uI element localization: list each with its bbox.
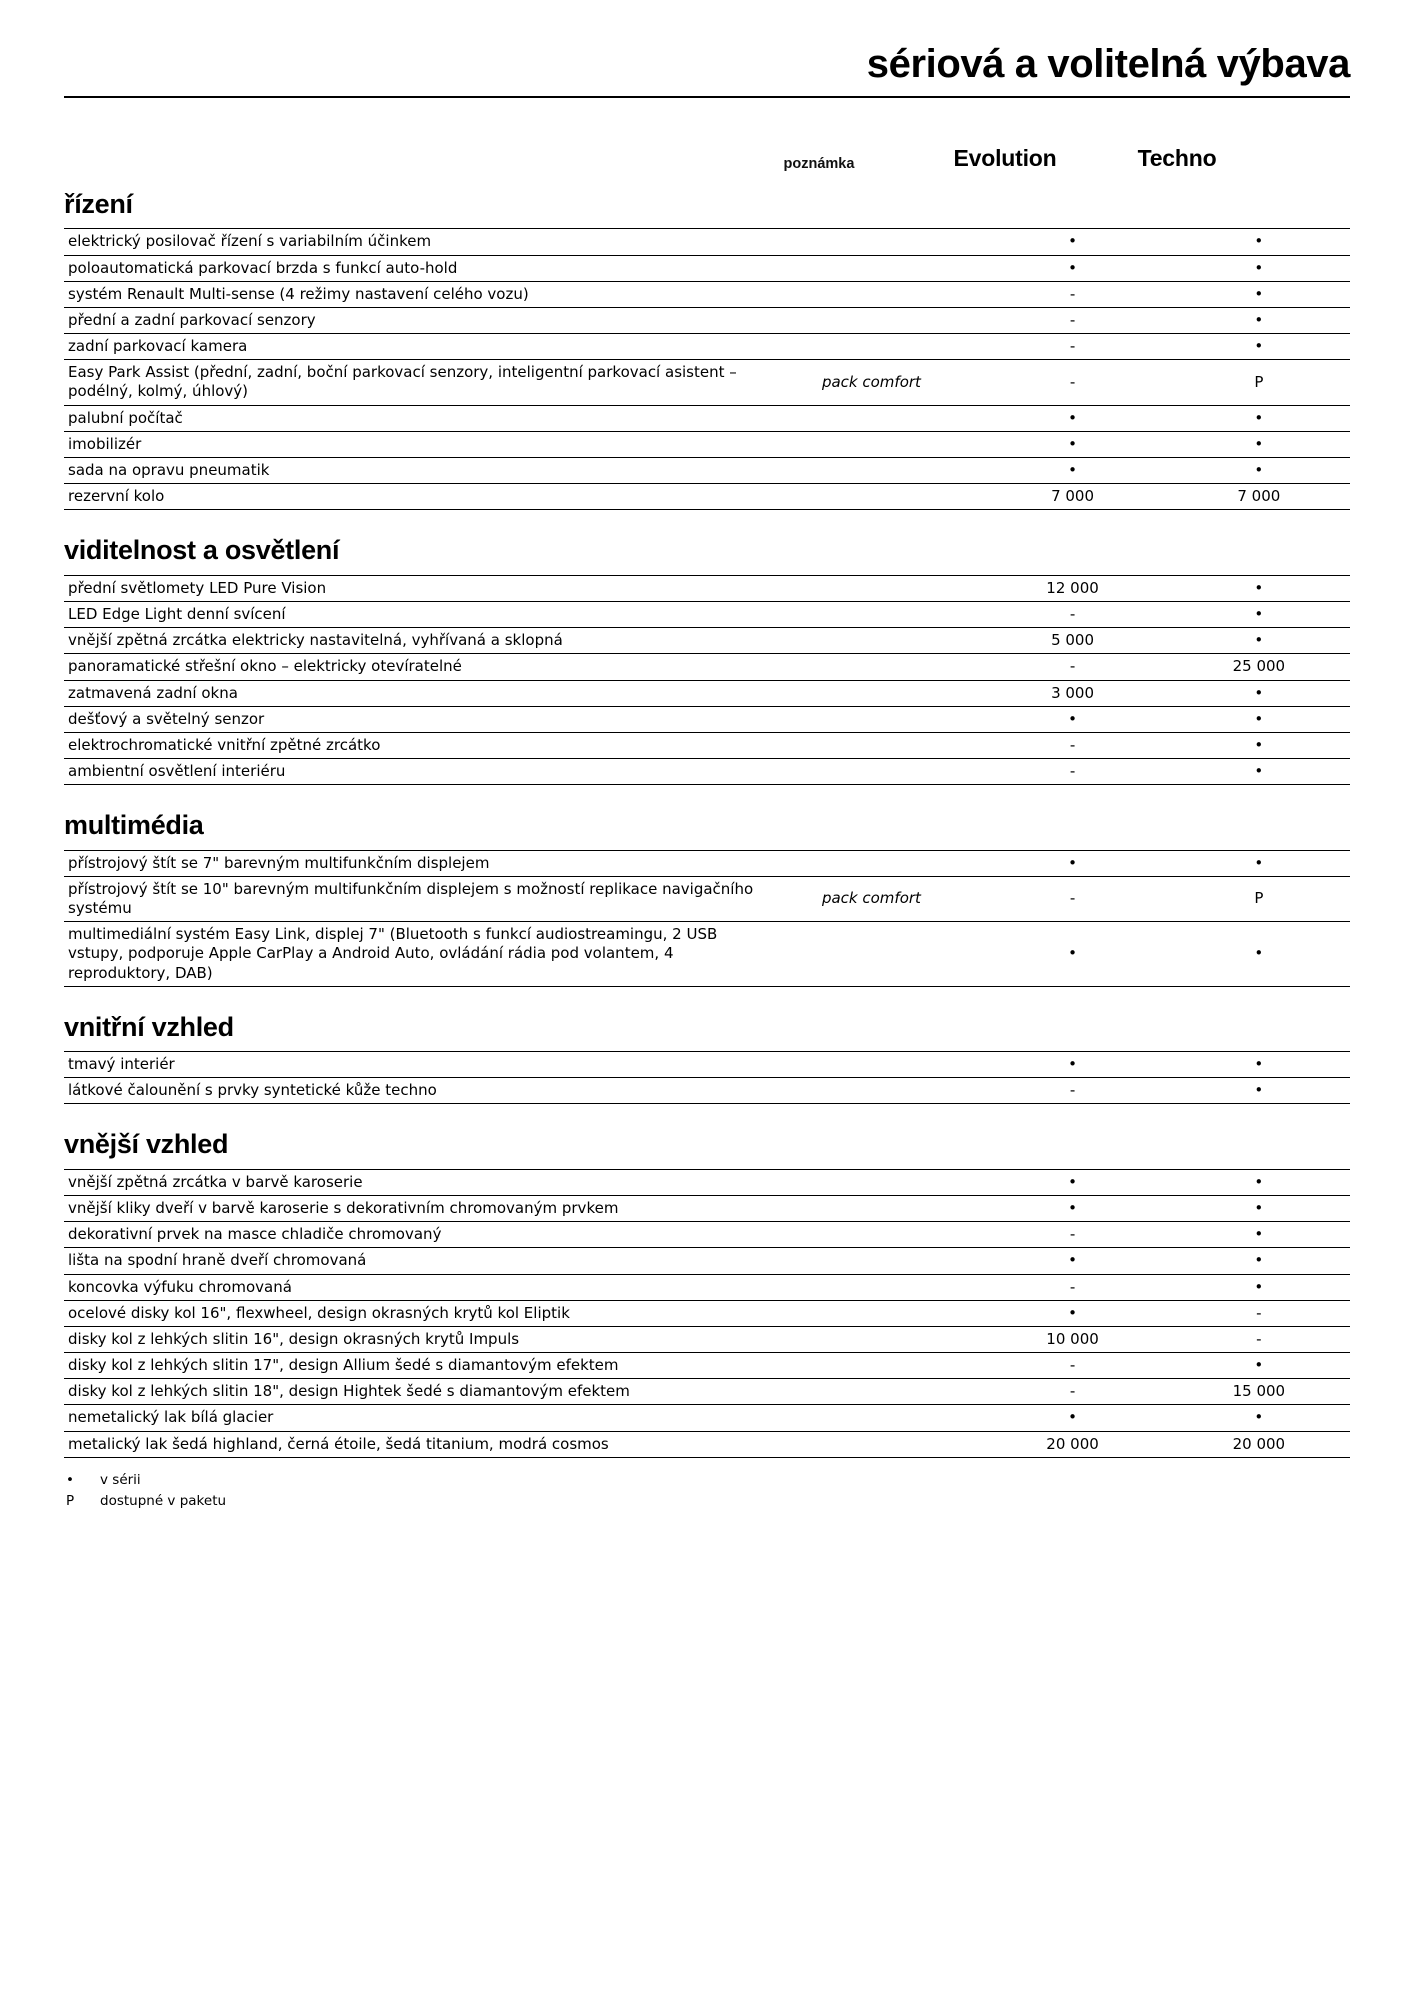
feature-label: panoramatické střešní okno – elektricky otevíratelné xyxy=(68,657,462,676)
table-row xyxy=(64,922,1350,987)
feature-note xyxy=(762,1222,978,1248)
spec-table xyxy=(64,575,1350,786)
legend-item xyxy=(64,1470,1350,1491)
sections-container xyxy=(64,176,1350,1458)
feature-label: disky kol z lehkých slitin 17", design Allium šedé s diamantovým efektem xyxy=(68,1356,619,1375)
feature-note xyxy=(762,732,978,758)
feature-label: dekorativní prvek na masce chladiče chromovaný xyxy=(68,1225,442,1244)
value-techno: • xyxy=(1254,1356,1264,1375)
value-evolution: • xyxy=(1068,1408,1077,1427)
value-techno: • xyxy=(1254,1277,1264,1296)
feature-label: nemetalický lak bílá glacier xyxy=(68,1408,274,1427)
value-techno: P xyxy=(1254,889,1264,908)
table-row xyxy=(64,458,1350,484)
feature-note xyxy=(762,1431,978,1457)
section-title: viditelnost a osvětlení xyxy=(64,535,340,566)
column-header-note: poznámka xyxy=(783,156,855,172)
feature-note xyxy=(762,229,978,255)
value-techno: • xyxy=(1254,284,1264,303)
feature-label: látkové čalounění s prvky syntetické kůže techno xyxy=(68,1081,437,1100)
value-evolution: - xyxy=(1069,1225,1076,1244)
value-techno: 25 000 xyxy=(1232,657,1286,676)
feature-note xyxy=(762,628,978,654)
feature-label: Easy Park Assist (přední, zadní, boční parkovací senzory, inteligentní parkovací asistent – podélný, kolmý, úhlový) xyxy=(68,363,737,401)
feature-label: vnější zpětná zrcátka v barvě karoserie xyxy=(68,1172,363,1191)
value-evolution: - xyxy=(1069,284,1076,303)
value-evolution: • xyxy=(1068,434,1077,453)
value-techno: • xyxy=(1254,1198,1264,1217)
value-techno: • xyxy=(1254,258,1264,277)
feature-label: přední světlomety LED Pure Vision xyxy=(68,578,327,597)
spec-table xyxy=(64,1051,1350,1104)
feature-label: LED Edge Light denní svícení xyxy=(68,604,286,623)
feature-note xyxy=(762,281,978,307)
value-evolution: • xyxy=(1068,1198,1077,1217)
feature-label: zatmavená zadní okna xyxy=(68,683,238,702)
feature-note xyxy=(762,922,978,987)
value-techno: • xyxy=(1254,310,1264,329)
feature-label: palubní počítač xyxy=(68,408,183,427)
table-row xyxy=(64,1431,1350,1457)
section-title: vnitřní vzhled xyxy=(64,1011,234,1042)
value-techno: - xyxy=(1256,1303,1262,1322)
value-evolution: - xyxy=(1069,657,1076,676)
feature-label: vnější zpětná zrcátka elektricky nastavitelná, vyhřívaná a sklopná xyxy=(68,631,563,650)
value-evolution: • xyxy=(1068,709,1077,728)
feature-note xyxy=(762,307,978,333)
value-evolution: • xyxy=(1068,258,1077,277)
table-row xyxy=(64,281,1350,307)
page-title: sériová a volitelná výbava xyxy=(866,42,1350,86)
value-techno: • xyxy=(1254,1408,1264,1427)
value-techno: • xyxy=(1254,762,1264,781)
value-evolution: 7 000 xyxy=(1051,487,1095,506)
feature-note xyxy=(762,405,978,431)
table-row xyxy=(64,850,1350,876)
feature-note xyxy=(762,1379,978,1405)
value-evolution: - xyxy=(1069,337,1076,356)
value-evolution: - xyxy=(1069,310,1076,329)
feature-label: metalický lak šedá highland, černá étoile, šedá titanium, modrá cosmos xyxy=(68,1434,609,1453)
table-row xyxy=(64,1274,1350,1300)
feature-label: sada na opravu pneumatik xyxy=(68,461,270,480)
table-row xyxy=(64,732,1350,758)
value-techno: 7 000 xyxy=(1237,487,1281,506)
feature-note xyxy=(762,601,978,627)
value-evolution: • xyxy=(1068,1055,1077,1074)
table-row xyxy=(64,1326,1350,1352)
table-row xyxy=(64,1248,1350,1274)
value-evolution: - xyxy=(1069,372,1076,391)
table-row xyxy=(64,405,1350,431)
feature-label: přístrojový štít se 10" barevným multifunkčním displejem s možností replikace navigačního systému xyxy=(68,879,754,917)
feature-note xyxy=(762,1405,978,1431)
table-row xyxy=(64,876,1350,921)
value-evolution: - xyxy=(1069,1382,1076,1401)
legend-symbol: P xyxy=(66,1492,75,1509)
feature-note xyxy=(762,1353,978,1379)
legend xyxy=(64,1470,1350,1512)
feature-note xyxy=(762,1274,978,1300)
value-techno: • xyxy=(1254,709,1264,728)
section-title: multimédia xyxy=(64,810,204,841)
feature-label: elektrochromatické vnitřní zpětné zrcátko xyxy=(68,735,381,754)
value-evolution: • xyxy=(1068,1251,1077,1270)
spec-table xyxy=(64,228,1350,510)
section-title: řízení xyxy=(64,189,133,219)
spec-table xyxy=(64,850,1350,987)
value-evolution: - xyxy=(1069,604,1076,623)
table-row xyxy=(64,1195,1350,1221)
feature-note xyxy=(762,706,978,732)
table-row xyxy=(64,1379,1350,1405)
feature-note xyxy=(762,431,978,457)
section-title: vnější vzhled xyxy=(64,1129,229,1160)
value-techno: 15 000 xyxy=(1232,1382,1286,1401)
feature-note xyxy=(762,1195,978,1221)
value-evolution: 20 000 xyxy=(1046,1434,1099,1453)
table-row xyxy=(64,431,1350,457)
table-row xyxy=(64,628,1350,654)
value-techno: • xyxy=(1254,1172,1264,1191)
legend-symbol: • xyxy=(66,1471,74,1488)
table-row xyxy=(64,484,1350,510)
feature-label: zadní parkovací kamera xyxy=(68,337,248,356)
table-row xyxy=(64,654,1350,680)
feature-note xyxy=(762,680,978,706)
feature-label: disky kol z lehkých slitin 16", design okrasných krytů Impuls xyxy=(68,1329,520,1348)
feature-label: ocelové disky kol 16", flexwheel, design okrasných krytů kol Eliptik xyxy=(68,1303,570,1322)
value-evolution: 3 000 xyxy=(1051,683,1095,702)
feature-note xyxy=(762,484,978,510)
value-evolution: - xyxy=(1069,735,1076,754)
feature-note: pack comfort xyxy=(821,889,921,908)
feature-label: tmavý interiér xyxy=(68,1055,175,1074)
value-techno: • xyxy=(1254,461,1264,480)
value-techno: • xyxy=(1254,631,1264,650)
feature-label: ambientní osvětlení interiéru xyxy=(68,762,286,781)
column-header-row xyxy=(64,98,1350,172)
legend-text: v sérii xyxy=(100,1471,141,1488)
table-row xyxy=(64,255,1350,281)
feature-note xyxy=(762,759,978,785)
value-evolution: • xyxy=(1068,853,1077,872)
value-evolution: • xyxy=(1068,408,1077,427)
value-evolution: • xyxy=(1068,1172,1077,1191)
value-techno: • xyxy=(1254,1081,1264,1100)
feature-note xyxy=(762,255,978,281)
value-techno: • xyxy=(1254,232,1264,251)
feature-note xyxy=(762,1248,978,1274)
value-techno: • xyxy=(1254,604,1264,623)
column-header-techno: Techno xyxy=(1137,145,1217,171)
value-evolution: 10 000 xyxy=(1046,1329,1099,1348)
value-evolution: 5 000 xyxy=(1051,631,1095,650)
value-evolution: • xyxy=(1068,461,1077,480)
feature-label: poloautomatická parkovací brzda s funkcí auto-hold xyxy=(68,258,458,277)
column-header-evolution: Evolution xyxy=(953,145,1057,171)
feature-note xyxy=(762,1078,978,1104)
value-evolution: - xyxy=(1069,762,1076,781)
feature-label: lišta na spodní hraně dveří chromovaná xyxy=(68,1251,367,1270)
value-evolution: • xyxy=(1068,1303,1077,1322)
table-row xyxy=(64,706,1350,732)
spec-section xyxy=(64,176,1350,510)
feature-note xyxy=(762,1326,978,1352)
value-techno: • xyxy=(1254,1225,1264,1244)
table-row xyxy=(64,601,1350,627)
spec-section xyxy=(64,514,1350,785)
spec-section xyxy=(64,1108,1350,1457)
value-evolution: 12 000 xyxy=(1046,578,1099,597)
feature-note xyxy=(762,334,978,360)
feature-label: elektrický posilovač řízení s variabilním účinkem xyxy=(68,232,432,251)
feature-label: vnější kliky dveří v barvě karoserie s dekorativním chromovaným prvkem xyxy=(68,1198,619,1217)
feature-note xyxy=(762,654,978,680)
value-evolution: - xyxy=(1069,1356,1076,1375)
feature-note xyxy=(762,1300,978,1326)
table-row xyxy=(64,1222,1350,1248)
value-techno: 20 000 xyxy=(1232,1434,1286,1453)
value-evolution: • xyxy=(1068,944,1077,963)
table-row xyxy=(64,1078,1350,1104)
feature-label: disky kol z lehkých slitin 18", design Hightek šedé s diamantovým efektem xyxy=(68,1382,630,1401)
table-row xyxy=(64,229,1350,255)
feature-label: multimediální systém Easy Link, displej 7" (Bluetooth s funkcí audiostreamingu, 2 USB vstupy, podporuje Apple CarPlay a Android Auto, ovládání rádia pod volantem, 4 reproduktory, DAB) xyxy=(68,925,718,982)
value-techno: • xyxy=(1254,337,1264,356)
table-row xyxy=(64,1405,1350,1431)
spec-section xyxy=(64,789,1350,986)
feature-note xyxy=(762,458,978,484)
table-row xyxy=(64,575,1350,601)
table-row xyxy=(64,759,1350,785)
table-row xyxy=(64,1300,1350,1326)
feature-label: rezervní kolo xyxy=(68,487,165,506)
feature-label: systém Renault Multi-sense (4 režimy nastavení celého vozu) xyxy=(68,284,529,303)
value-techno: • xyxy=(1254,683,1264,702)
table-row xyxy=(64,307,1350,333)
table-row xyxy=(64,334,1350,360)
feature-label: koncovka výfuku chromovaná xyxy=(68,1277,292,1296)
value-evolution: • xyxy=(1068,232,1077,251)
spec-table xyxy=(64,1169,1350,1458)
value-techno: • xyxy=(1254,1055,1264,1074)
feature-note xyxy=(762,1052,978,1078)
feature-label: přístrojový štít se 7" barevným multifunkčním displejem xyxy=(68,853,490,872)
table-row xyxy=(64,360,1350,405)
table-row xyxy=(64,680,1350,706)
feature-label: přední a zadní parkovací senzory xyxy=(68,310,316,329)
legend-text: dostupné v paketu xyxy=(100,1492,227,1509)
feature-note xyxy=(762,575,978,601)
feature-note xyxy=(762,1169,978,1195)
feature-label: dešťový a světelný senzor xyxy=(68,709,265,728)
value-evolution: - xyxy=(1069,889,1076,908)
value-techno: • xyxy=(1254,944,1264,963)
legend-item xyxy=(64,1491,1350,1512)
value-techno: • xyxy=(1254,578,1264,597)
value-evolution: - xyxy=(1069,1277,1076,1296)
table-row xyxy=(64,1353,1350,1379)
value-techno: • xyxy=(1254,1251,1264,1270)
spec-section xyxy=(64,991,1350,1105)
value-techno: • xyxy=(1254,853,1264,872)
feature-label: imobilizér xyxy=(68,434,142,453)
value-techno: • xyxy=(1254,735,1264,754)
value-techno: - xyxy=(1256,1329,1262,1348)
feature-note xyxy=(762,850,978,876)
feature-note: pack comfort xyxy=(821,372,921,391)
value-techno: P xyxy=(1254,372,1264,391)
table-row xyxy=(64,1052,1350,1078)
table-row xyxy=(64,1169,1350,1195)
value-techno: • xyxy=(1254,408,1264,427)
value-techno: • xyxy=(1254,434,1264,453)
value-evolution: - xyxy=(1069,1081,1076,1100)
